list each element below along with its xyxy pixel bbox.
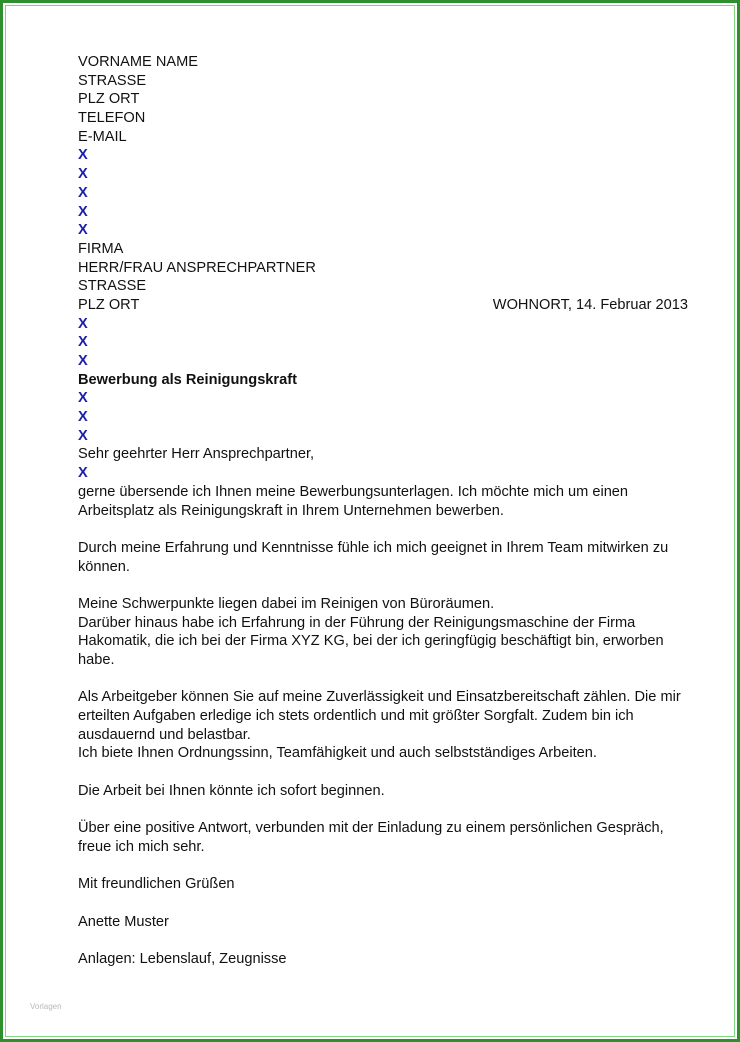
spacer-marker: X — [78, 390, 88, 407]
salutation: Sehr geehrter Herr Ansprechpartner, — [78, 446, 315, 463]
sender-phone: TELEFON — [78, 110, 146, 127]
body-line: Über eine positive Antwort, verbunden mit der Einladung zu einem persönlichen Gespräch, — [78, 820, 664, 837]
body-line: erteilten Aufgaben erledige ich stets ordentlich und mit größter Sorgfalt. Zudem bin ich — [78, 708, 634, 725]
body-line: Arbeitsplatz als Reinigungskraft in Ihrem Unternehmen bewerben. — [78, 502, 504, 519]
body-line: können. — [78, 558, 130, 575]
paragraph-gap — [78, 857, 688, 876]
subject-line: Bewerbung als Reinigungskraft — [78, 371, 297, 388]
letter-body — [78, 483, 688, 969]
body-line: Meine Schwerpunkte liegen dabei im Reinigen von Büroräumen. — [78, 595, 495, 612]
spacer-marker: X — [78, 166, 88, 183]
body-line: Die Arbeit bei Ihnen könnte ich sofort beginnen. — [78, 782, 385, 799]
spacer-marker: X — [78, 315, 88, 332]
spacer-marker: X — [78, 334, 88, 351]
paragraph-gap — [78, 520, 688, 539]
spacer-marker: X — [78, 409, 88, 426]
spacer-marker: X — [78, 184, 88, 201]
recipient-contact: HERR/FRAU ANSPRECHPARTNER — [78, 259, 316, 276]
paragraph-gap — [78, 894, 688, 913]
body-line: Anette Muster — [78, 913, 169, 930]
spacer-marker: X — [78, 147, 88, 164]
paragraph-gap — [78, 670, 688, 689]
body-line: gerne übersende ich Ihnen meine Bewerbungsunterlagen. Ich möchte mich um einen — [78, 483, 629, 500]
recipient-company: FIRMA — [78, 240, 124, 257]
spacer-marker: X — [78, 353, 88, 369]
body-line: Ich biete Ihnen Ordnungssinn, Teamfähigkeit und auch selbstständiges Arbeiten. — [78, 745, 597, 762]
spacer-marker: X — [78, 222, 88, 239]
body-line: Als Arbeitgeber können Sie auf meine Zuverlässigkeit und Einsatzbereitschaft zählen. Die mir — [78, 689, 681, 706]
letter-document — [78, 53, 688, 969]
sender-email: E-MAIL — [78, 128, 127, 145]
paragraph-gap — [78, 576, 688, 595]
recipient-street: STRASSE — [78, 278, 147, 295]
spacer-marker: X — [78, 203, 88, 220]
sender-street: STRASSE — [78, 72, 147, 89]
place-date: WOHNORT, 14. Februar 2013 — [492, 296, 688, 313]
body-line: habe. — [78, 652, 115, 668]
body-line: ausdauernd und belastbar. — [78, 726, 251, 743]
paragraph-gap — [78, 931, 688, 950]
body-line: Durch meine Erfahrung und Kenntnisse fühle ich mich geeignet in Ihrem Team mitwirken zu — [78, 539, 669, 556]
body-line: freue ich mich sehr. — [78, 838, 205, 855]
paragraph-gap — [78, 801, 688, 820]
watermark: Vorlagen — [30, 1002, 62, 1011]
body-line: Anlagen: Lebenslauf, Zeugnisse — [78, 951, 287, 967]
spacer-marker: X — [78, 427, 88, 444]
paragraph-gap — [78, 763, 688, 782]
body-line: Hakomatik, die ich bei der Firma XYZ KG, bei der ich geringfügig beschäftigt bin, erworben — [78, 633, 664, 650]
recipient-city: PLZ ORT — [78, 296, 140, 313]
spacer-marker: X — [78, 465, 88, 482]
body-line: Darüber hinaus habe ich Erfahrung in der Führung der Reinigungsmaschine der Firma — [78, 614, 636, 631]
body-line: Mit freundlichen Grüßen — [78, 876, 235, 893]
sender-name: VORNAME NAME — [78, 54, 199, 70]
city-date-row — [78, 296, 688, 315]
sender-city: PLZ ORT — [78, 91, 140, 108]
